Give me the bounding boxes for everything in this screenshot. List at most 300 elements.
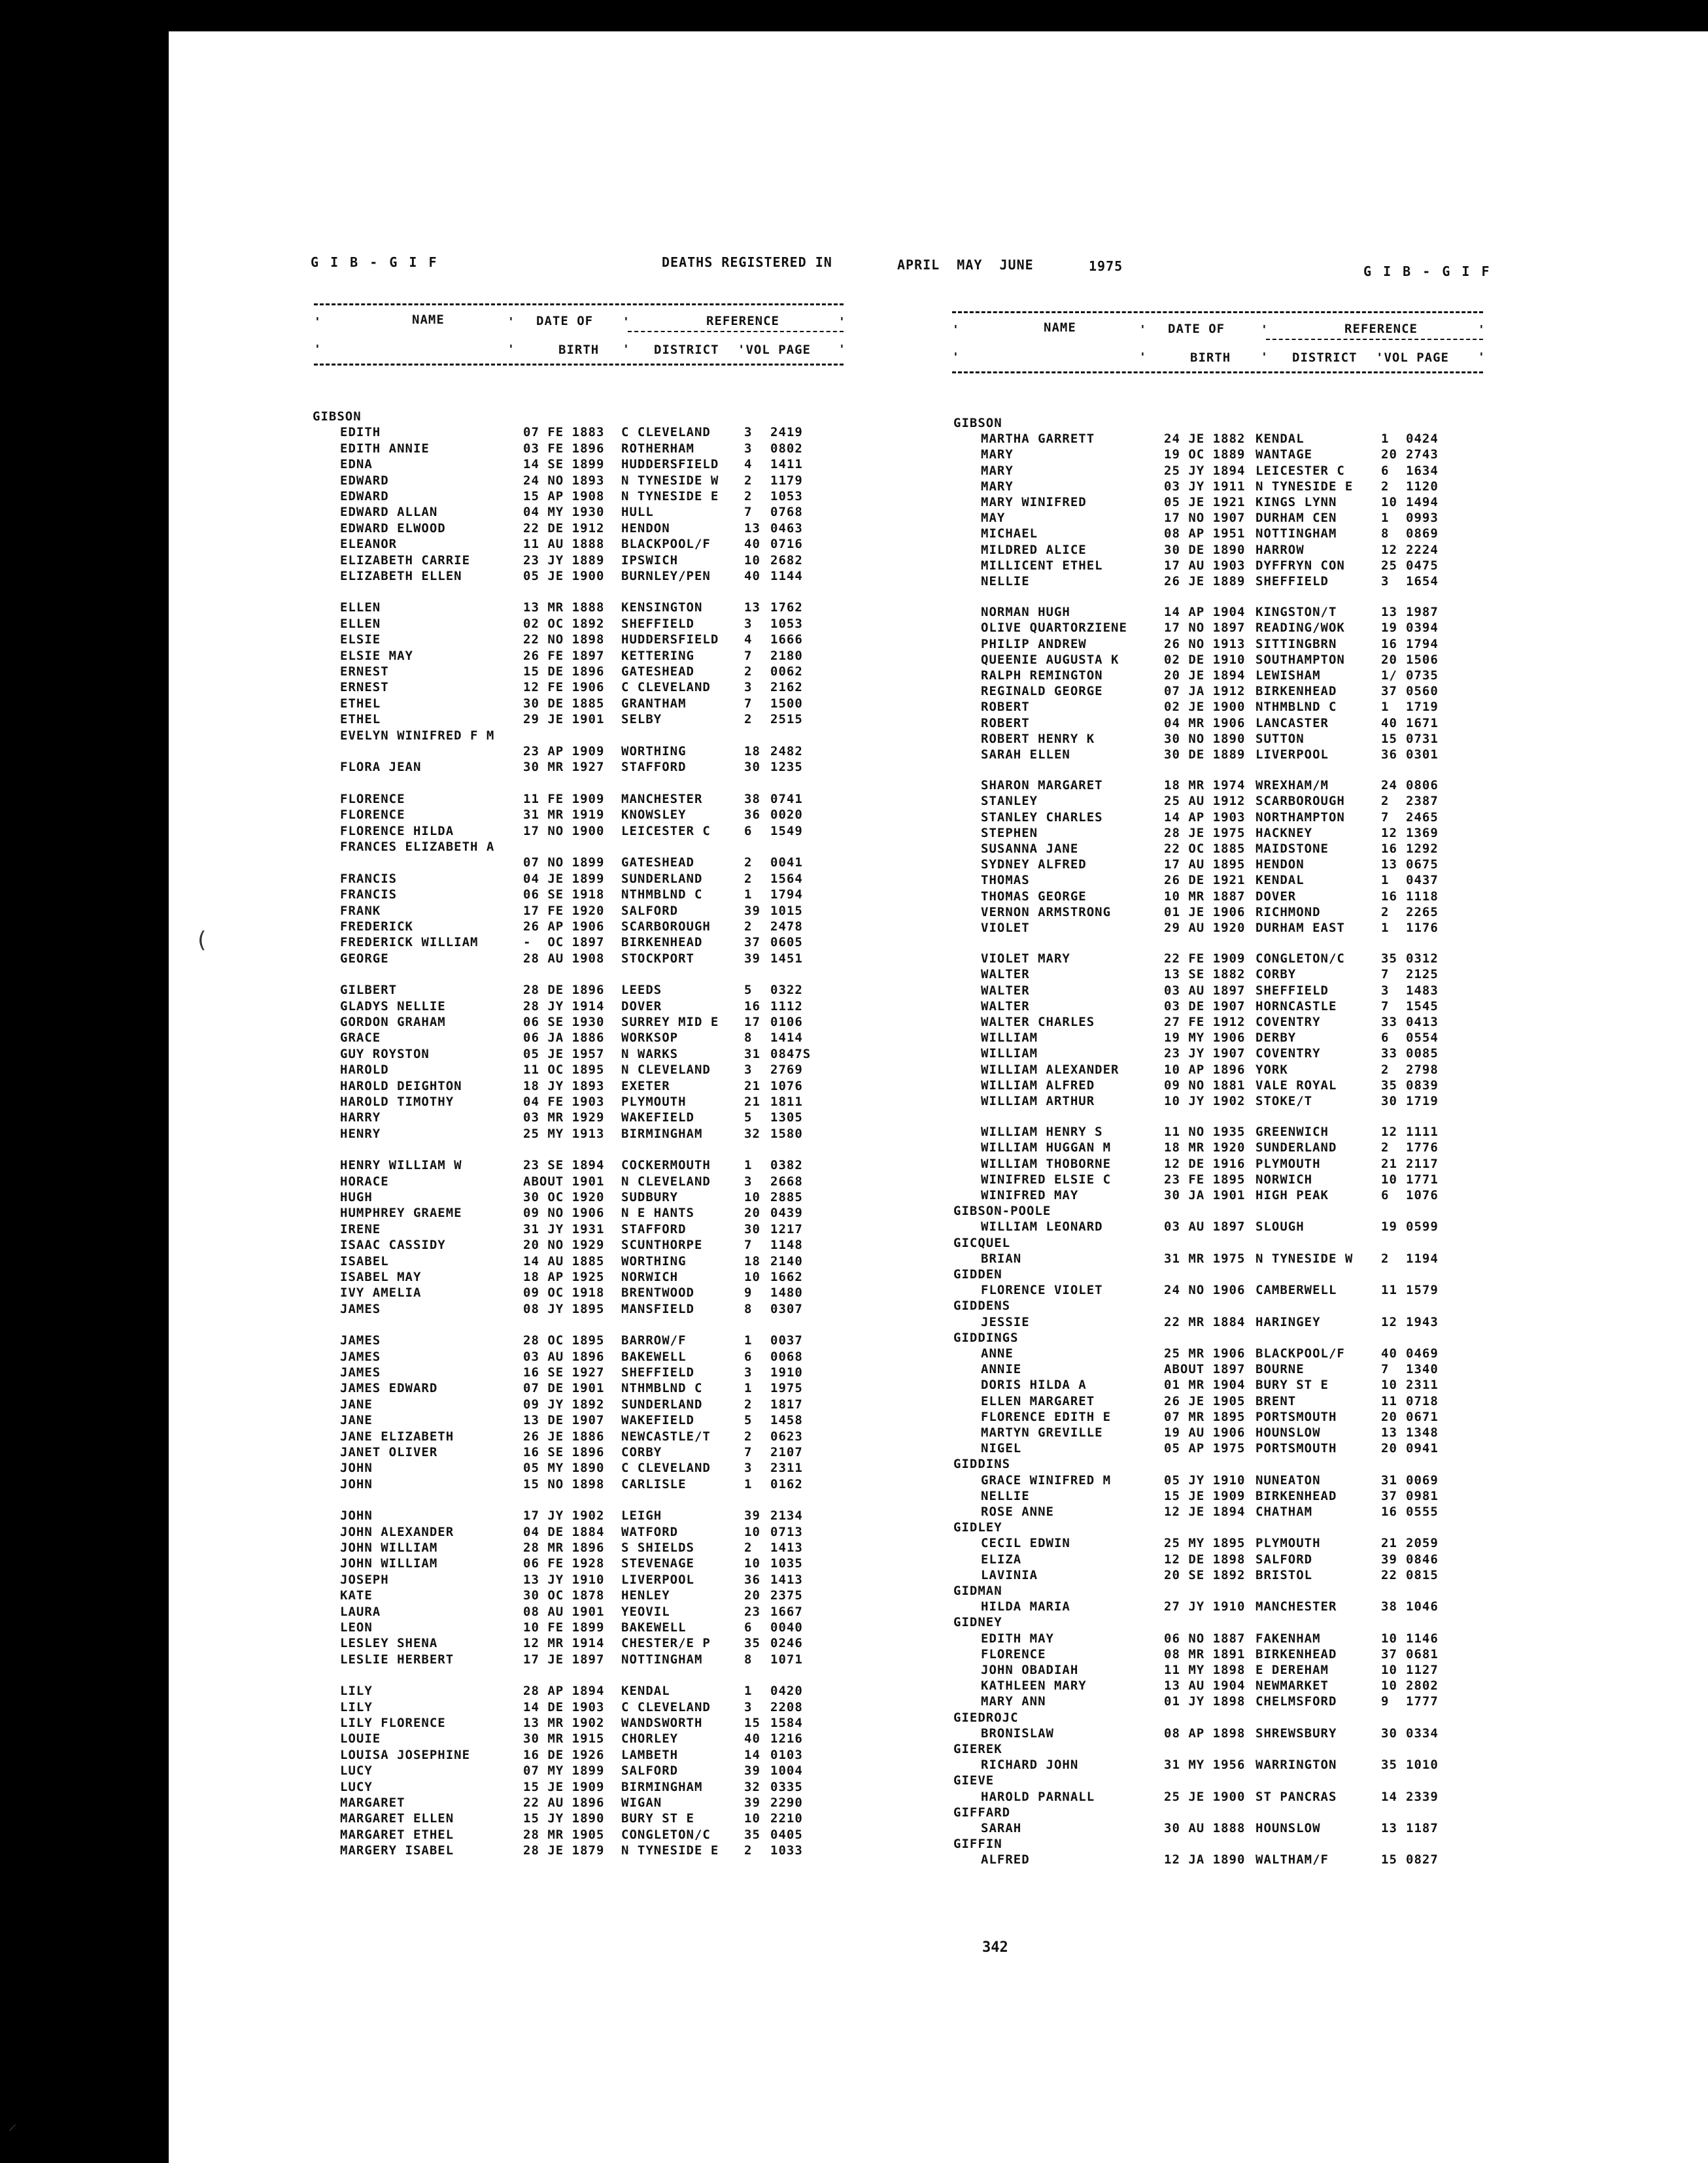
entry-district: WATFORD — [621, 1524, 679, 1539]
entry-volume: 35 — [1381, 1758, 1397, 1773]
entry-district: SUNDERLAND — [1255, 1140, 1337, 1155]
entry-volume: 8 — [744, 1030, 753, 1046]
entry-birth-date: 03 DE 1907 — [1164, 998, 1246, 1013]
entry-birth-date: 05 AP 1975 — [1164, 1441, 1246, 1456]
entry-volume: 6 — [744, 823, 753, 838]
entry-birth-date: 17 JY 1902 — [523, 1508, 605, 1524]
entry-district: LANCASTER — [1255, 715, 1329, 730]
entry-name: FLORENCE EDITH E — [981, 1409, 1112, 1424]
entry-birth-date: 26 NO 1913 — [1164, 636, 1246, 651]
entry-volume: 6 — [1381, 463, 1390, 478]
entry-name: PHILIP ANDREW — [981, 636, 1087, 651]
entry-page: 1112 — [770, 998, 803, 1013]
entry-volume: 21 — [1381, 1536, 1397, 1551]
entry-page: 0394 — [1406, 621, 1439, 636]
entry-page: 1146 — [1406, 1631, 1439, 1646]
entry-page: 2387 — [1406, 794, 1439, 809]
entry-page: 0069 — [1406, 1473, 1439, 1488]
entry-birth-date: 31 MR 1919 — [523, 808, 605, 823]
entry-district: HIGH PEAK — [1255, 1188, 1329, 1202]
entry-volume: 10 — [1381, 1172, 1397, 1187]
entry-volume: 2 — [744, 855, 753, 870]
entry-name: JOSEPH — [340, 1572, 389, 1587]
entry-volume: 16 — [1381, 636, 1397, 651]
entry-name: GILBERT — [340, 983, 398, 998]
entry-volume: 15 — [1381, 1852, 1397, 1867]
entry-birth-date: 07 NO 1899 — [523, 855, 605, 870]
entry-birth-date: 26 DE 1921 — [1164, 873, 1246, 888]
entry-volume: 20 — [1381, 447, 1397, 462]
entry-page: 0827 — [1406, 1852, 1439, 1867]
margin-mark: ⸝ — [8, 2113, 18, 2134]
entry-district: SELBY — [621, 712, 662, 727]
entry-birth-date: 14 AU 1885 — [523, 1253, 605, 1269]
entry-birth-date: 23 SE 1894 — [523, 1158, 605, 1173]
entry-page: 1666 — [770, 632, 803, 647]
entry-page: 1719 — [1406, 700, 1439, 715]
entry-page: 0312 — [1406, 951, 1439, 966]
entry-district: HOUNSLOW — [1255, 1425, 1321, 1440]
entry-birth-date: 13 SE 1882 — [1164, 967, 1246, 982]
entry-name: IRENE — [340, 1221, 381, 1236]
entry-name: ELLEN — [340, 616, 381, 631]
entry-page: 1305 — [770, 1110, 803, 1125]
entry-name: EDWARD ELWOOD — [340, 520, 446, 536]
entry-page: 2465 — [1406, 809, 1439, 825]
entry-birth-date: 09 OC 1918 — [523, 1286, 605, 1301]
entry-volume: 39 — [744, 1763, 760, 1779]
entry-name: FLORENCE HILDA — [340, 823, 454, 838]
entry-district: PORTSMOUTH — [1255, 1409, 1337, 1424]
entry-name: MARGARET ETHEL — [340, 1827, 454, 1842]
entry-page: 0981 — [1406, 1488, 1439, 1503]
entry-birth-date: 28 JE 1879 — [523, 1843, 605, 1858]
entry-name: FLORA JEAN — [340, 760, 422, 775]
entry-page: 1235 — [770, 760, 803, 775]
entry-page: 1176 — [1406, 921, 1439, 935]
entry-page: 0041 — [770, 855, 803, 870]
entry-page: 1771 — [1406, 1172, 1439, 1187]
entry-birth-date: 26 FE 1897 — [523, 648, 605, 663]
entry-district: CHORLEY — [621, 1731, 679, 1746]
entry-volume: 32 — [744, 1126, 760, 1141]
surname-heading: GIEDROJC — [953, 1710, 1019, 1725]
entry-page: 2117 — [1406, 1156, 1439, 1171]
surname-heading: GIFFARD — [953, 1805, 1011, 1820]
entry-page: 0605 — [770, 935, 803, 950]
entry-volume: 3 — [1381, 574, 1390, 588]
entry-volume: 33 — [1381, 1015, 1397, 1029]
entry-volume: 10 — [744, 1556, 760, 1571]
entry-birth-date: 25 MR 1906 — [1164, 1346, 1246, 1361]
entry-birth-date: 24 NO 1906 — [1164, 1283, 1246, 1298]
entry-district: BURY ST E — [1255, 1378, 1329, 1393]
entry-district: MAIDSTONE — [1255, 842, 1329, 856]
entry-birth-date: 30 MR 1915 — [523, 1731, 605, 1746]
entry-volume: 6 — [1381, 1030, 1390, 1046]
entry-name: HILDA MARIA — [981, 1599, 1070, 1614]
entry-volume: 35 — [1381, 951, 1397, 966]
entry-volume: 25 — [1381, 558, 1397, 573]
entry-page: 0439 — [770, 1206, 803, 1221]
entry-page: 1564 — [770, 871, 803, 886]
entry-birth-date: 29 AU 1920 — [1164, 921, 1246, 935]
entry-district: DOVER — [1255, 889, 1297, 904]
entry-volume: 7 — [744, 648, 753, 663]
entry-birth-date: 25 MY 1913 — [523, 1126, 605, 1141]
entry-birth-date: 15 JE 1909 — [1164, 1488, 1246, 1503]
entry-page: 2798 — [1406, 1062, 1439, 1077]
entry-name: MARTHA GARRETT — [981, 432, 1095, 447]
entry-birth-date: 30 OC 1878 — [523, 1588, 605, 1603]
entry-birth-date: 30 AU 1888 — [1164, 1821, 1246, 1835]
entry-name: MAY — [981, 511, 1006, 526]
entry-district: N E HANTS — [621, 1206, 694, 1221]
entry-page: 0554 — [1406, 1030, 1439, 1046]
entry-name: WALTER — [981, 967, 1030, 982]
entry-volume: 2 — [744, 712, 753, 727]
entry-page: 1035 — [770, 1556, 803, 1571]
entry-district: N TYNESIDE E — [1255, 479, 1354, 494]
entry-district: LIVERPOOL — [1255, 747, 1329, 762]
entry-name: LAVINIA — [981, 1567, 1038, 1582]
entry-volume: 11 — [1381, 1283, 1397, 1298]
entry-birth-date: 10 AP 1896 — [1164, 1062, 1246, 1077]
entry-volume: 3 — [744, 1699, 753, 1714]
entry-name: MICHAEL — [981, 526, 1038, 541]
entry-birth-date: 24 JE 1882 — [1164, 432, 1246, 447]
entry-district: GATESHEAD — [621, 855, 694, 870]
surname-heading: GICQUEL — [953, 1235, 1011, 1250]
entry-page: 0713 — [770, 1524, 803, 1539]
entry-name: GUY ROYSTON — [340, 1046, 430, 1061]
entry-birth-date: 20 NO 1929 — [523, 1238, 605, 1253]
entry-volume: 7 — [1381, 998, 1390, 1013]
entry-district: WIGAN — [621, 1796, 662, 1810]
entry-volume: 20 — [744, 1206, 760, 1221]
entry-volume: 1 — [1381, 921, 1390, 935]
header-year: 1975 — [1089, 258, 1123, 274]
entry-name: WILLIAM ALFRED — [981, 1078, 1095, 1093]
entry-district: COVENTRY — [1255, 1015, 1321, 1029]
entry-page: 1144 — [770, 569, 803, 583]
entry-name: ELIZABETH CARRIE — [340, 553, 471, 568]
entry-birth-date: 02 DE 1910 — [1164, 652, 1246, 667]
entry-volume: 12 — [1381, 542, 1397, 557]
entry-volume: 2 — [744, 919, 753, 934]
entry-birth-date: 22 AU 1896 — [523, 1796, 605, 1810]
entry-name: SARAH ELLEN — [981, 747, 1070, 762]
entry-birth-date: 22 DE 1912 — [523, 520, 605, 536]
entry-birth-date: 14 AP 1904 — [1164, 605, 1246, 620]
entry-district: MANCHESTER — [1255, 1599, 1337, 1614]
header-right-range: G I B - G I F — [1363, 264, 1492, 279]
entry-name: FRANCIS — [340, 871, 398, 886]
entry-district: GREENWICH — [1255, 1125, 1329, 1140]
surname-heading: GIDDEN — [953, 1267, 1002, 1282]
entry-district: NORWICH — [1255, 1172, 1313, 1187]
entry-district: NORTHAMPTON — [1255, 809, 1345, 825]
entry-volume: 5 — [744, 983, 753, 998]
entry-page: 0731 — [1406, 731, 1439, 746]
entry-name: JOHN — [340, 1461, 373, 1476]
entry-birth-date: 30 DE 1885 — [523, 696, 605, 711]
entry-district: N CLEVELAND — [621, 1174, 711, 1189]
entry-page: 0599 — [1406, 1219, 1439, 1235]
entry-district: WARRINGTON — [1255, 1758, 1337, 1773]
entry-name: ROBERT — [981, 700, 1030, 715]
entry-district: KENSINGTON — [621, 600, 703, 615]
entry-birth-date: 05 JY 1910 — [1164, 1473, 1246, 1488]
entry-page: 0424 — [1406, 432, 1439, 447]
entry-birth-date: 06 NO 1887 — [1164, 1631, 1246, 1646]
entry-birth-date: 06 FE 1928 — [523, 1556, 605, 1571]
entry-page: 2224 — [1406, 542, 1439, 557]
entry-volume: 13 — [744, 600, 760, 615]
entry-page: 1483 — [1406, 983, 1439, 998]
entry-page: 0735 — [1406, 668, 1439, 683]
entry-volume: 10 — [1381, 1663, 1397, 1677]
entry-name: KATHLEEN MARY — [981, 1678, 1087, 1694]
entry-name: JANET OLIVER — [340, 1445, 438, 1459]
entry-birth-date: 10 MR 1887 — [1164, 889, 1246, 904]
entry-name: ANNE — [981, 1346, 1014, 1361]
entry-district: BAKEWELL — [621, 1349, 687, 1364]
entry-volume: 22 — [1381, 1567, 1397, 1582]
entry-name: EDWARD ALLAN — [340, 505, 438, 520]
entry-district: SALFORD — [621, 1763, 679, 1779]
entry-name: ERNEST — [340, 664, 389, 679]
entry-district: ROTHERHAM — [621, 441, 694, 456]
page-number: 342 — [982, 1939, 1008, 1956]
entry-volume: 13 — [1381, 605, 1397, 620]
entry-birth-date: 16 SE 1927 — [523, 1365, 605, 1380]
entry-volume: 8 — [744, 1301, 753, 1316]
entry-page: 2802 — [1406, 1678, 1439, 1694]
entry-birth-date: 17 AU 1895 — [1164, 857, 1246, 872]
entry-name: RICHARD JOHN — [981, 1758, 1079, 1773]
entry-volume: 3 — [744, 1174, 753, 1189]
entry-district: NEWCASTLE/T — [621, 1429, 711, 1444]
entry-volume: 15 — [744, 1716, 760, 1730]
entry-volume: 8 — [1381, 526, 1390, 541]
entry-name: REGINALD GEORGE — [981, 684, 1103, 699]
entry-birth-date: 28 JY 1914 — [523, 998, 605, 1013]
entry-district: CONGLETON/C — [1255, 951, 1345, 966]
entry-name: JOHN OBADIAH — [981, 1663, 1079, 1677]
entry-district: C CLEVELAND — [621, 1461, 711, 1476]
entry-district: SHREWSBURY — [1255, 1726, 1337, 1741]
entry-volume: 1 — [1381, 700, 1390, 715]
entry-birth-date: 26 JE 1889 — [1164, 574, 1246, 588]
entry-district: SOUTHAMPTON — [1255, 652, 1345, 667]
entry-district: CARLISLE — [621, 1476, 687, 1491]
entry-page: 2769 — [770, 1063, 803, 1078]
entry-volume: 36 — [1381, 747, 1397, 762]
entry-district: WORKSOP — [621, 1030, 679, 1046]
surname-heading: GIEREK — [953, 1742, 1002, 1756]
entry-page: 1292 — [1406, 842, 1439, 856]
entry-birth-date: 10 FE 1899 — [523, 1620, 605, 1635]
entry-birth-date: 01 JY 1898 — [1164, 1694, 1246, 1709]
entry-district: BARROW/F — [621, 1333, 687, 1348]
entry-volume: 11 — [1381, 1393, 1397, 1408]
entry-name: JANE — [340, 1413, 373, 1428]
entry-page: 1671 — [1406, 715, 1439, 730]
entry-name: STANLEY — [981, 794, 1038, 809]
entry-name: JAMES — [340, 1301, 381, 1316]
entry-volume: 7 — [744, 696, 753, 711]
entry-volume: 3 — [1381, 983, 1390, 998]
entry-birth-date: 13 MR 1888 — [523, 600, 605, 615]
entry-page: 0040 — [770, 1620, 803, 1635]
entry-page: 2885 — [770, 1190, 803, 1204]
entry-page: 1015 — [770, 903, 803, 918]
entry-volume: 1 — [744, 1476, 753, 1491]
entry-volume: 13 — [1381, 857, 1397, 872]
entry-name: EDNA — [340, 457, 373, 472]
entry-birth-date: 25 AU 1912 — [1164, 794, 1246, 809]
entry-page: 1545 — [1406, 998, 1439, 1013]
header-months: APRIL MAY JUNE — [897, 257, 1034, 273]
entry-district: WORTHING — [621, 744, 687, 758]
surname-heading: GIEVE — [953, 1773, 995, 1788]
entry-name: HENRY — [340, 1126, 381, 1141]
entry-volume: 2 — [1381, 904, 1390, 919]
entry-name: MARGARET ELLEN — [340, 1811, 454, 1826]
entry-name: ETHEL — [340, 712, 381, 727]
entry-volume: 2 — [744, 1541, 753, 1555]
entry-birth-date: 14 AP 1903 — [1164, 809, 1246, 825]
entry-district: COVENTRY — [1255, 1046, 1321, 1061]
entry-birth-date: 06 SE 1918 — [523, 887, 605, 902]
entry-district: CORBY — [621, 1445, 662, 1459]
entry-volume: 9 — [1381, 1694, 1390, 1709]
entry-birth-date: 18 JY 1893 — [523, 1078, 605, 1093]
entry-birth-date: 28 JE 1975 — [1164, 825, 1246, 840]
entry-birth-date: 15 NO 1898 — [523, 1476, 605, 1491]
entry-birth-date: 20 SE 1892 — [1164, 1567, 1246, 1582]
entry-name: VIOLET MARY — [981, 951, 1070, 966]
entry-volume: 37 — [1381, 684, 1397, 699]
entry-birth-date: 03 AU 1897 — [1164, 1219, 1246, 1235]
entry-district: PLYMOUTH — [1255, 1536, 1321, 1551]
entry-district: HENDON — [621, 520, 670, 536]
entry-page: 0469 — [1406, 1346, 1439, 1361]
entry-page: 1076 — [770, 1078, 803, 1093]
entry-page: 1943 — [1406, 1314, 1439, 1329]
entry-birth-date: 11 AU 1888 — [523, 537, 605, 552]
entry-name: HAROLD TIMOTHY — [340, 1095, 454, 1109]
column-date-of-label: DATE OF — [536, 314, 594, 328]
entry-district: NUNEATON — [1255, 1473, 1321, 1488]
entry-page: 1217 — [770, 1221, 803, 1236]
entry-page: 1817 — [770, 1397, 803, 1412]
entry-page: 1634 — [1406, 463, 1439, 478]
entry-page: 1046 — [1406, 1599, 1439, 1614]
entry-birth-date: 11 NO 1935 — [1164, 1125, 1246, 1140]
entry-page: 1794 — [1406, 636, 1439, 651]
separator-mark: ' — [1139, 323, 1146, 337]
entry-birth-date: 04 MY 1930 — [523, 505, 605, 520]
entry-page: 1579 — [1406, 1283, 1439, 1298]
entry-district: BLACKPOOL/F — [1255, 1346, 1345, 1361]
entry-name: SHARON MARGARET — [981, 778, 1103, 793]
entry-name: FRANCIS — [340, 887, 398, 902]
entry-name: HUGH — [340, 1190, 373, 1204]
entry-district: BRENTWOOD — [621, 1286, 694, 1301]
entry-birth-date: 17 AU 1903 — [1164, 558, 1246, 573]
separator-mark: ' — [314, 343, 321, 356]
column-header-rule — [952, 311, 1483, 313]
entry-volume: 21 — [744, 1095, 760, 1109]
entry-volume: 40 — [744, 1731, 760, 1746]
entry-page: 1910 — [770, 1365, 803, 1380]
entry-district: SLOUGH — [1255, 1219, 1305, 1235]
entry-birth-date: 13 JY 1910 — [523, 1572, 605, 1587]
entry-name: OLIVE QUARTORZIENE — [981, 621, 1127, 636]
entry-volume: 40 — [744, 537, 760, 552]
entry-volume: 1 — [744, 887, 753, 902]
entry-name: FREDERICK — [340, 919, 413, 934]
entry-name: ELLEN MARGARET — [981, 1393, 1095, 1408]
entry-district: C CLEVELAND — [621, 425, 711, 440]
entry-page: 0301 — [1406, 747, 1439, 762]
entry-district: STAFFORD — [621, 760, 687, 775]
entry-name: JANE — [340, 1397, 373, 1412]
entry-district: SHEFFIELD — [1255, 574, 1329, 588]
entry-district: CAMBERWELL — [1255, 1283, 1337, 1298]
entry-page: 1580 — [770, 1126, 803, 1141]
entry-name: JAMES — [340, 1365, 381, 1380]
entry-name: ELIZA — [981, 1552, 1022, 1567]
entry-page: 1506 — [1406, 652, 1439, 667]
column-volpage-label: 'VOL PAGE — [738, 343, 811, 357]
entry-name: LILY — [340, 1684, 373, 1699]
entry-birth-date: 16 SE 1896 — [523, 1445, 605, 1459]
entry-district: BIRKENHEAD — [1255, 1488, 1337, 1503]
entry-volume: 5 — [744, 1110, 753, 1125]
entry-district: GATESHEAD — [621, 664, 694, 679]
entry-birth-date: 08 AP 1951 — [1164, 526, 1246, 541]
entry-name: ISABEL MAY — [340, 1270, 422, 1284]
entry-volume: 6 — [744, 1620, 753, 1635]
entry-district: BRENT — [1255, 1393, 1297, 1408]
entry-volume: 16 — [1381, 1505, 1397, 1519]
entry-volume: 36 — [744, 1572, 760, 1587]
entry-name: MILLICENT ETHEL — [981, 558, 1103, 573]
entry-volume: 20 — [1381, 1409, 1397, 1424]
entry-birth-date: 11 FE 1909 — [523, 791, 605, 806]
entry-name: FRANK — [340, 903, 381, 918]
entry-page: 0839 — [1406, 1078, 1439, 1093]
entry-name: KATE — [340, 1588, 373, 1603]
entry-district: N TYNESIDE W — [1255, 1251, 1354, 1266]
entry-volume: 16 — [1381, 889, 1397, 904]
entry-volume: 8 — [744, 1652, 753, 1667]
entry-district: BIRKENHEAD — [1255, 1646, 1337, 1661]
entry-name: MARY — [981, 447, 1014, 462]
entry-page: 1414 — [770, 1030, 803, 1046]
entry-district: HARROW — [1255, 542, 1305, 557]
entry-district: DURHAM CEN — [1255, 511, 1337, 526]
entry-page: 1179 — [770, 473, 803, 488]
entry-district: SCUNTHORPE — [621, 1238, 703, 1253]
separator-mark: ' — [507, 343, 515, 356]
entry-district: KENDAL — [1255, 873, 1305, 888]
entry-birth-date: 04 JE 1899 — [523, 871, 605, 886]
entry-name: NELLIE — [981, 1488, 1030, 1503]
